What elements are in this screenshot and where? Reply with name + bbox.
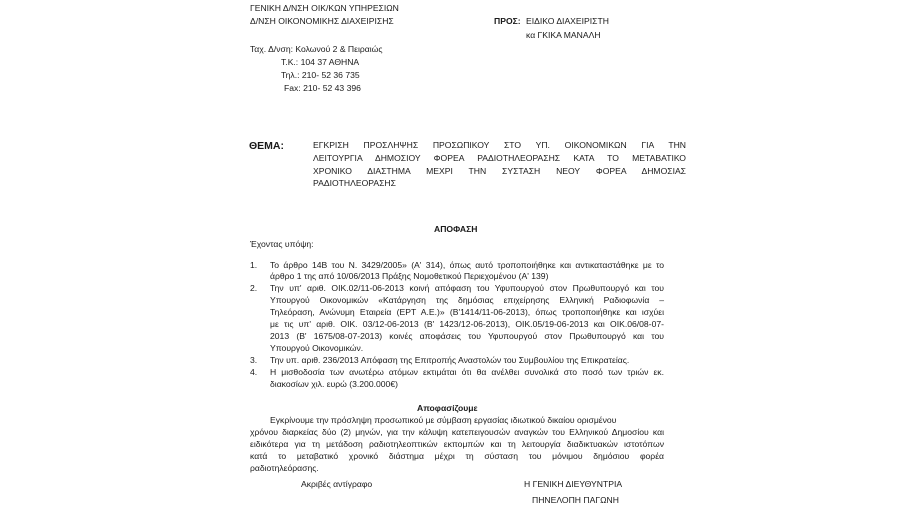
item-2-line-6: Υπουργού Οικονομικών. — [270, 343, 364, 353]
item-4-line-2: διακοσίων χιλ. ευρώ (3.200.000€) — [270, 379, 398, 389]
recipient-label: ΠΡΟΣ: — [494, 16, 521, 26]
address-postcode: Τ.Κ.: 104 37 ΑΘΗΝΑ — [281, 57, 360, 67]
item-2-line-1: Την υπ' αριθ. ΟΙΚ.02/11-06-2013 κοινή απόφαση του Υφυπουργού στον Πρωθυπουργό και του — [270, 283, 664, 293]
item-1-line-1: Το άρθρο 14Β του Ν. 3429/2005» (Α' 314), όπως αυτό τροποποιήθηκε και αντικαταστάθηκε με το — [270, 260, 664, 270]
address-fax: Fax: 210- 52 43 396 — [284, 83, 361, 93]
item-2-line-2: Υπουργού Οικονομικών «Κατάργηση της δημόσιας επιχείρησης Ελληνική Ραδιοφωνία – — [270, 295, 664, 305]
address-phone: Τηλ.: 210- 52 36 735 — [281, 70, 360, 80]
recipient-line-2: κα ΓΚΙΚΑ ΜΑΝΑΛΗ — [526, 30, 601, 40]
org-line-1: ΓΕΝΙΚΗ Δ/ΝΣΗ ΟΙΚ/ΚΩΝ ΥΠΗΡΕΣΙΩΝ — [250, 3, 399, 13]
resolve-line-1: Εγκρίνουμε την πρόσληψη προσωπικού με σύμβαση εργασίας ιδιωτικού δικαίου ορισμένου — [270, 415, 617, 425]
item-4-number: 4. — [250, 367, 258, 377]
item-1-number: 1. — [250, 260, 258, 270]
resolve-line-4: κατά το μεταβατικό χρονικό διάστημα μέχρι τη σύσταση του μόνιμου δημόσιου φορέα — [250, 451, 664, 461]
resolve-line-5: ραδιοτηλεόρασης. — [250, 463, 319, 473]
item-4-line-1: Η μισθοδοσία των ανωτέρω ατόμων εκτιμάται ότι θα ανέλθει συνολικά στο ποσό των τριών εκ. — [270, 367, 664, 377]
item-2-number: 2. — [250, 283, 258, 293]
resolve-line-3: ειδικότερα για τη μετάδοση ραδιοτηλεοπτικών εκπομπών και τη λειτουργία διαδικτυακών ιστοτόπων — [250, 439, 664, 449]
subject-line-3: ΧΡΟΝΙΚΟ ΔΙΑΣΤΗΜΑ ΜΕΧΡΙ ΤΗΝ ΣΥΣΤΑΣΗ ΝΕΟΥ ΦΟΡΕΑ ΔΗΜΟΣΙΑΣ — [313, 166, 686, 176]
certified-copy-label: Ακριβές αντίγραφο — [301, 479, 373, 489]
signatory-title: Η ΓΕΝΙΚΗ ΔΙΕΥΘΥΝΤΡΙΑ — [524, 479, 623, 489]
org-line-2: Δ/ΝΣΗ ΟΙΚΟΝΟΜΙΚΗΣ ΔΙΑΧΕΙΡΙΣΗΣ — [250, 16, 394, 26]
subject-line-4: ΡΑΔΙΟΤΗΛΕΟΡΑΣΗΣ — [313, 178, 396, 188]
recipient-line-1: ΕΙΔΙΚΟ ΔΙΑΧΕΙΡΙΣΤΗ — [526, 16, 609, 26]
item-2-line-3: Τηλεόραση, Ανώνυμη Εταιρεία (ΕΡΤ Α.Ε.)» (Β'1414/11-06-2013), όπως τροποποιήθηκε και ισχύει — [270, 307, 664, 317]
subject-line-2: ΛΕΙΤΟΥΡΓΙΑ ΔΗΜΟΣΙΟΥ ΦΟΡΕΑ ΡΑΔΙΟΤΗΛΕΟΡΑΣΗΣ ΚΑΤΑ ΤΟ ΜΕΤΑΒΑΤΙΚΟ — [313, 153, 686, 163]
resolve-line-2: χρόνου διαρκείας δύο (2) μηνών, για την κάλυψη κατεπειγουσών αναγκών του Ελληνικού Δημοσίου και — [250, 427, 664, 437]
item-3-number: 3. — [250, 355, 258, 365]
item-1-line-2: άρθρο 1 της από 10/06/2013 Πράξης Νομοθετικού Περιεχομένου (Α' 139) — [270, 271, 549, 281]
resolve-title: Αποφασίζουμε — [417, 403, 478, 413]
decision-intro: Έχοντας υπόψη: — [250, 239, 314, 249]
item-2-line-5: 2013 (Β' 1675/08-07-2013) κοινές αποφάσεις του Υφυπουργού στον Πρωθυπουργό και του — [270, 331, 664, 341]
subject-label: ΘΕΜΑ: — [249, 140, 284, 152]
item-2-line-4: με τις υπ' αριθ. ΟΙΚ. 03/12-06-2013 (Β' 1423/12-06-2013), ΟΙΚ.05/19-06-2013 και ΟΙΚ.06/08-07- — [270, 319, 664, 329]
item-3-line-1: Την υπ. αριθ. 236/2013 Απόφαση της Επιτροπής Αναστολών του Συμβουλίου της Επικρατείας. — [270, 355, 630, 365]
address-street: Ταχ. Δ/νση: Κολωνού 2 & Πειραιώς — [250, 44, 383, 54]
decision-title: ΑΠΟΦΑΣΗ — [434, 224, 478, 234]
signatory-name: ΠΗΝΕΛΟΠΗ ΠΑΓΩΝΗ — [532, 495, 619, 505]
subject-line-1: ΕΓΚΡΙΣΗ ΠΡΟΣΛΗΨΗΣ ΠΡΟΣΩΠΙΚΟΥ ΣΤΟ ΥΠ. ΟΙΚΟΝΟΜΙΚΩΝ ΓΙΑ ΤΗΝ — [313, 140, 686, 150]
